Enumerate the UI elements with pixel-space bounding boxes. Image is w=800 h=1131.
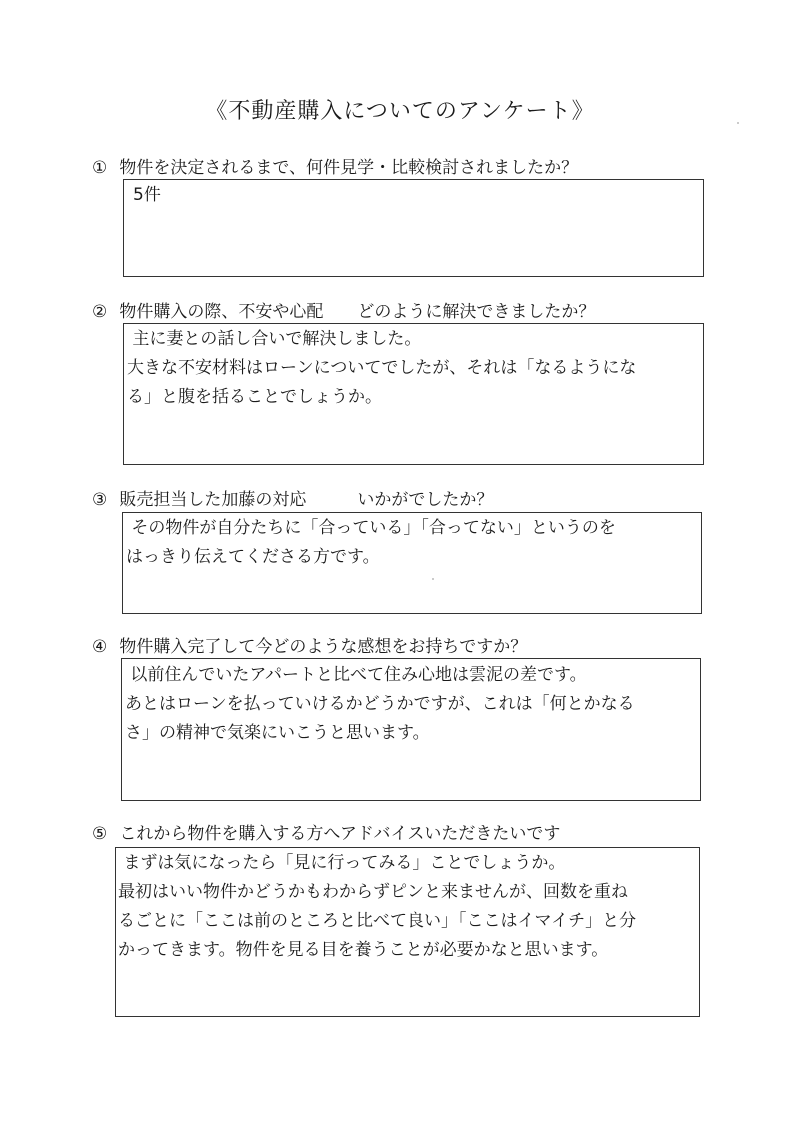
question-number: ① [92, 158, 108, 178]
answer-text-5: まずは気になったら「見に行ってみる」ことでしょうか。 最初はいい物件かどうかもわからずピンと来ませんが、回数を重ね るごとに「ここは前のところと比べて良い」「ここはイマイチ」と分 かってきます。物件を見る目を養うことが必要かなと思います。 [118, 853, 637, 960]
question-2 [92, 301, 595, 323]
question-number: ⑤ [92, 824, 108, 844]
answer-text-2: 主に妻との話し合いで解決しました。 大きな不安材料はローンについてでしたが、それは「なるようにな る」と腹を括ることでしょうか。 [127, 329, 637, 407]
answer-text-1: 5件 [133, 185, 161, 205]
question-text: 物件購入の際、不安や心配 どのように解決できましたか？ [119, 302, 596, 322]
answer-text-3: その物件が自分たちに「合っている」「合ってない」というのを はっきり伝えてくださる方です。 [126, 518, 616, 567]
question-1 [92, 157, 578, 179]
answer-text-4: 以前住んでいたアパートと比べて住み心地は雲泥の差です。 あとはローンを払っていけるかどうかですが、これは「何とかなる さ」の精神で気楽にいこうと思います。 [125, 665, 635, 743]
question-text: 販売担当した加藤の対応 いかがでしたか？ [119, 490, 494, 510]
question-text: 物件購入完了して今どのような感想をお持ちですか？ [119, 637, 528, 657]
question-text: 物件を決定されるまで、何件見学・比較検討されましたか？ [119, 158, 579, 178]
question-5 [92, 823, 560, 845]
scan-speck [432, 578, 434, 580]
question-text: これから物件を購入する方へアドバイスいただきたいです [119, 824, 561, 844]
scan-speck [737, 122, 739, 124]
question-number: ④ [92, 637, 108, 657]
question-number: ③ [92, 490, 108, 510]
page-title: 《不動産購入についてのアンケート》 [205, 99, 595, 124]
question-3 [92, 489, 493, 511]
question-number: ② [92, 302, 108, 322]
question-4 [92, 636, 527, 658]
